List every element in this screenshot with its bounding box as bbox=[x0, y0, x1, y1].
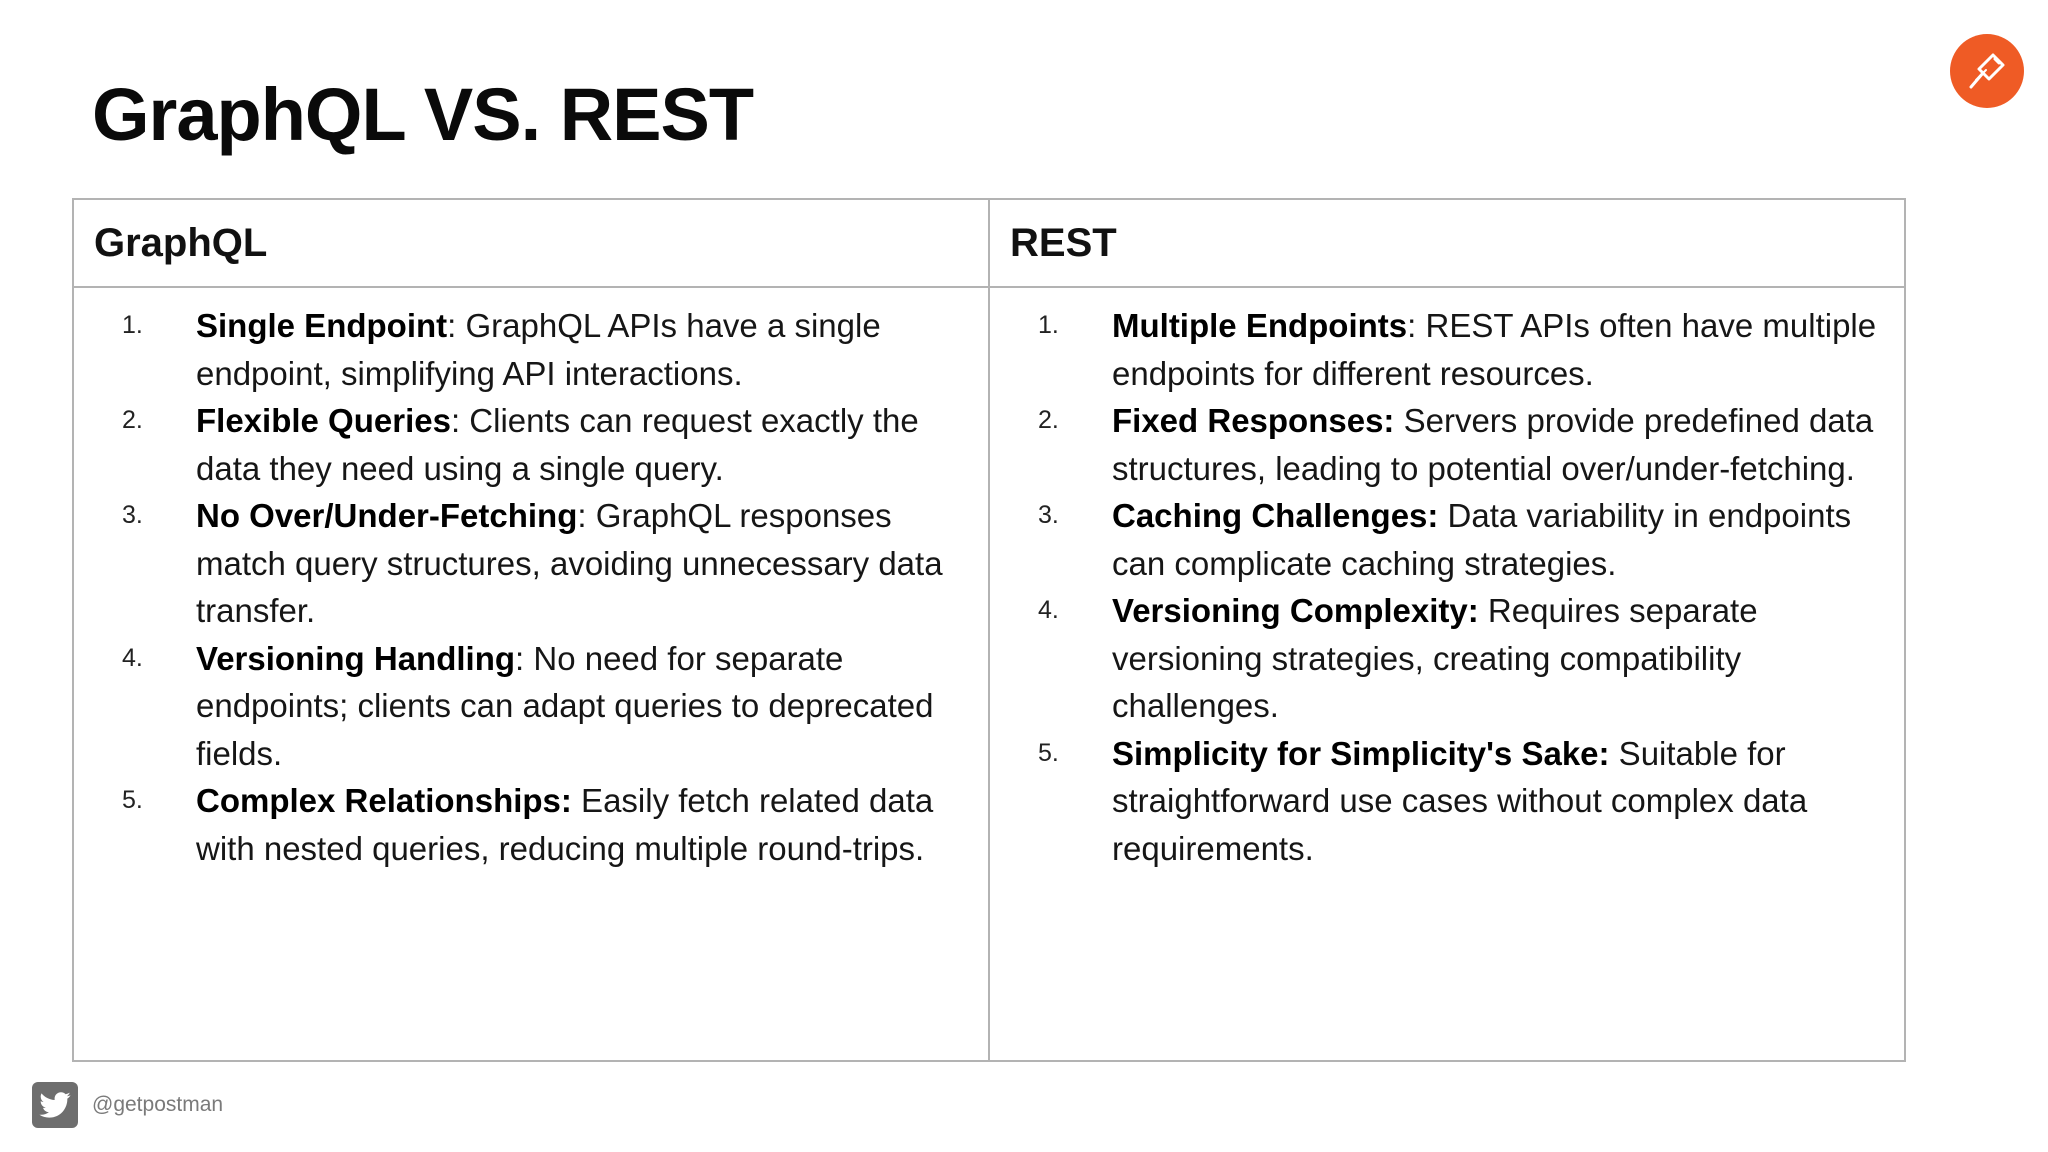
list-item-desc: GraphQL APIs have a single endpoint, simplifying API interactions. bbox=[196, 307, 881, 392]
list-number: 4. bbox=[1038, 596, 1059, 624]
list-item-desc: Servers provide predefined data structures, leading to potential over/under-fetching. bbox=[1112, 402, 1874, 487]
list-number: 1. bbox=[122, 311, 143, 339]
list-number: 1. bbox=[1038, 311, 1059, 339]
list-item-text bbox=[196, 492, 968, 635]
list-item-desc: Data variability in endpoints can complicate caching strategies. bbox=[1112, 497, 1852, 582]
term-separator: : bbox=[515, 639, 525, 677]
list-item-term: Multiple Endpoints bbox=[1112, 307, 1408, 344]
list-item-text bbox=[1112, 492, 1884, 587]
list-item-desc: No need for separate endpoints; clients can adapt queries to deprecated fields. bbox=[196, 639, 934, 772]
list-number: 5. bbox=[1038, 738, 1059, 767]
list-item bbox=[1010, 397, 1884, 492]
list-item bbox=[94, 492, 968, 635]
list-item-term: Fixed Responses: bbox=[1112, 402, 1395, 439]
twitter-icon bbox=[32, 1082, 78, 1128]
list-item-desc: GraphQL responses match query structures, avoiding unnecessary data transfer. bbox=[196, 497, 943, 629]
list-item-text bbox=[1112, 302, 1884, 397]
list-number: 2. bbox=[122, 406, 143, 434]
term-separator: : bbox=[577, 497, 587, 534]
rest-column-cell bbox=[989, 287, 1905, 1061]
comparison-table bbox=[72, 198, 1906, 1062]
footer-handle: @getpostman bbox=[92, 1093, 224, 1116]
footer bbox=[32, 1082, 223, 1128]
list-item-term: Versioning Complexity: bbox=[1112, 592, 1479, 629]
list-number: 2. bbox=[1038, 406, 1059, 434]
graphql-list bbox=[94, 302, 968, 872]
list-item-text bbox=[1112, 587, 1884, 730]
rest-list bbox=[1010, 302, 1884, 872]
slide-title: GraphQL VS. REST bbox=[92, 73, 754, 156]
term-separator: : bbox=[1407, 307, 1417, 344]
list-item-text bbox=[1112, 730, 1884, 873]
list-item-desc: REST APIs often have multiple endpoints for different resources. bbox=[1112, 307, 1877, 392]
list-item bbox=[1010, 587, 1884, 730]
list-number: 3. bbox=[122, 501, 143, 529]
list-item-text bbox=[1112, 397, 1884, 492]
list-item-text bbox=[196, 635, 968, 778]
list-item-term: Caching Challenges: bbox=[1112, 497, 1439, 534]
term-separator: : bbox=[447, 307, 457, 344]
list-item bbox=[94, 635, 968, 778]
list-number: 5. bbox=[122, 786, 143, 814]
list-item bbox=[1010, 302, 1884, 397]
list-item-text bbox=[196, 777, 968, 872]
list-item-desc: Requires separate versioning strategies, creating compatibility challenges. bbox=[1112, 592, 1758, 724]
header-rest: REST bbox=[989, 199, 1905, 287]
list-item bbox=[94, 397, 968, 492]
list-number: 4. bbox=[122, 643, 143, 672]
graphql-column-cell bbox=[73, 287, 989, 1061]
list-item bbox=[1010, 730, 1884, 873]
list-item-term: No Over/Under-Fetching bbox=[196, 497, 578, 534]
list-item-text bbox=[196, 397, 968, 492]
list-item-desc: Easily fetch related data with nested queries, reducing multiple round-trips. bbox=[196, 782, 934, 867]
list-item-text bbox=[196, 302, 968, 397]
list-item-term: Single Endpoint bbox=[196, 307, 448, 344]
list-item-desc: Clients can request exactly the data they need using a single query. bbox=[196, 402, 919, 487]
list-item-term: Versioning Handling bbox=[196, 639, 516, 677]
postman-logo-icon bbox=[1950, 34, 2024, 108]
list-item bbox=[94, 302, 968, 397]
list-number: 3. bbox=[1038, 501, 1059, 529]
list-item-desc: Suitable for straightforward use cases without complex data requirements. bbox=[1112, 734, 1808, 867]
list-item-term: Complex Relationships: bbox=[196, 782, 572, 819]
list-item-term: Flexible Queries bbox=[196, 402, 451, 439]
list-item bbox=[1010, 492, 1884, 587]
list-item bbox=[94, 777, 968, 872]
header-graphql: GraphQL bbox=[73, 199, 989, 287]
list-item-term: Simplicity for Simplicity's Sake: bbox=[1112, 734, 1610, 772]
term-separator: : bbox=[450, 402, 461, 439]
